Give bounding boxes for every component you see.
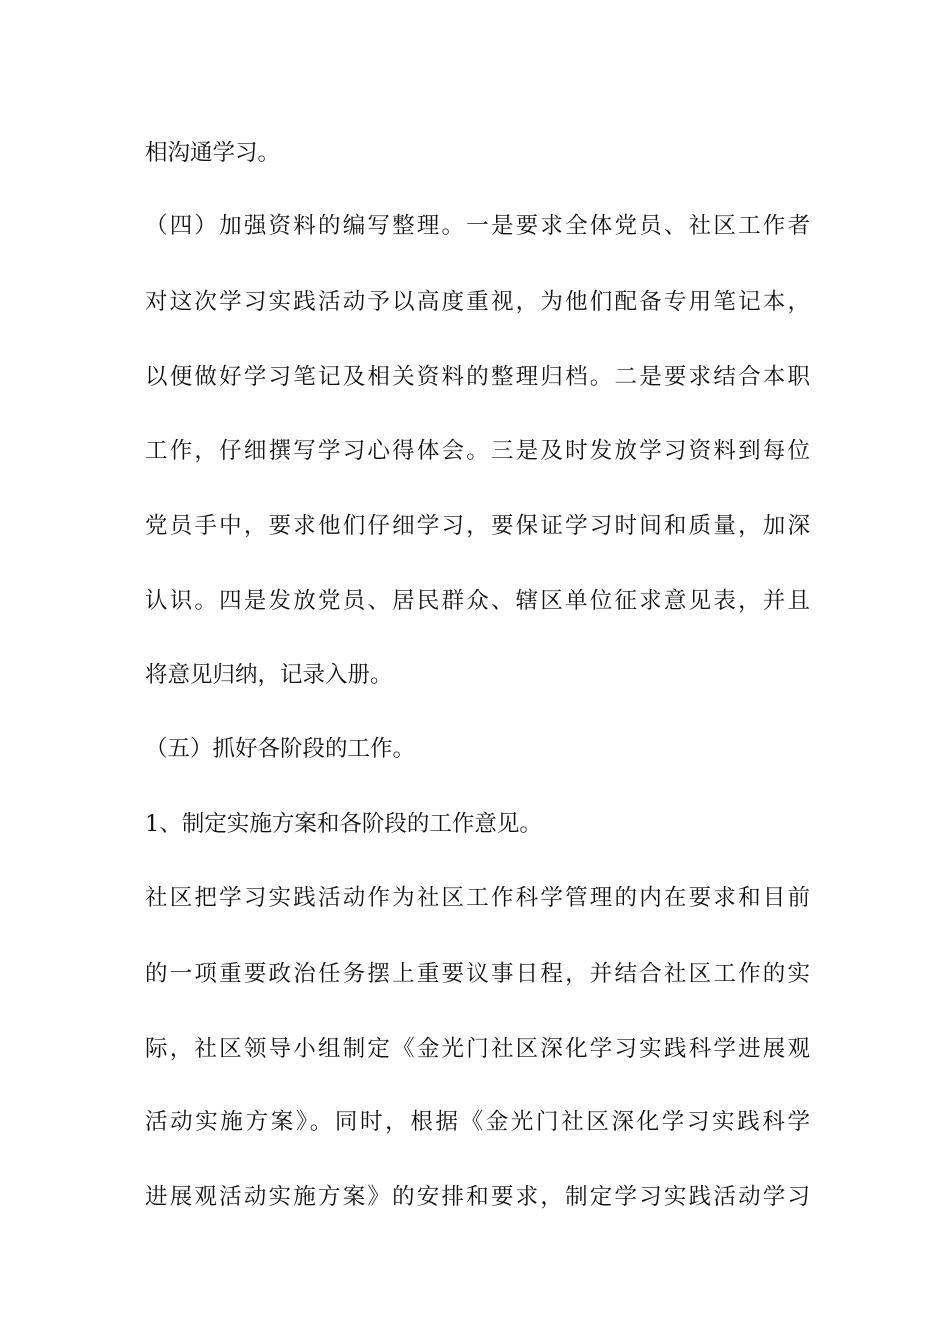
paragraph-line: 认识。四是发放党员、居民群众、辖区单位征求意见表，并且 <box>145 588 810 614</box>
section-heading-line: （四）加强资料的编写整理。一是要求全体党员、社区工作者 <box>145 213 810 239</box>
paragraph-line: 党员手中，要求他们仔细学习，要保证学习时间和质量，加深 <box>145 513 810 539</box>
paragraph-line: 工作，仔细撰写学习心得体会。三是及时发放学习资料到每位 <box>145 438 810 464</box>
paragraph-line: 进展观活动实施方案》的安排和要求，制定学习实践活动学习 <box>145 1184 810 1210</box>
paragraph-line: 以便做好学习笔记及相关资料的整理归档。二是要求结合本职 <box>145 364 810 390</box>
paragraph-line: 对这次学习实践活动予以高度重视，为他们配备专用笔记本， <box>145 289 810 315</box>
paragraph-line: 社区把学习实践活动作为社区工作科学管理的内在要求和目前 <box>145 885 810 911</box>
subsection-heading: 1、制定实施方案和各阶段的工作意见。 <box>145 811 542 837</box>
paragraph-line: 际，社区领导小组制定《金光门社区深化学习实践科学进展观 <box>145 1036 810 1062</box>
paragraph-line: 将意见归纳，记录入册。 <box>145 662 393 688</box>
paragraph-line: 相沟通学习。 <box>145 140 281 166</box>
paragraph-line: 活动实施方案》。同时，根据《金光门社区深化学习实践科学 <box>145 1109 810 1135</box>
section-heading: （五）抓好各阶段的工作。 <box>145 736 416 762</box>
paragraph-line: 的一项重要政治任务摆上重要议事日程，并结合社区工作的实 <box>145 961 810 987</box>
